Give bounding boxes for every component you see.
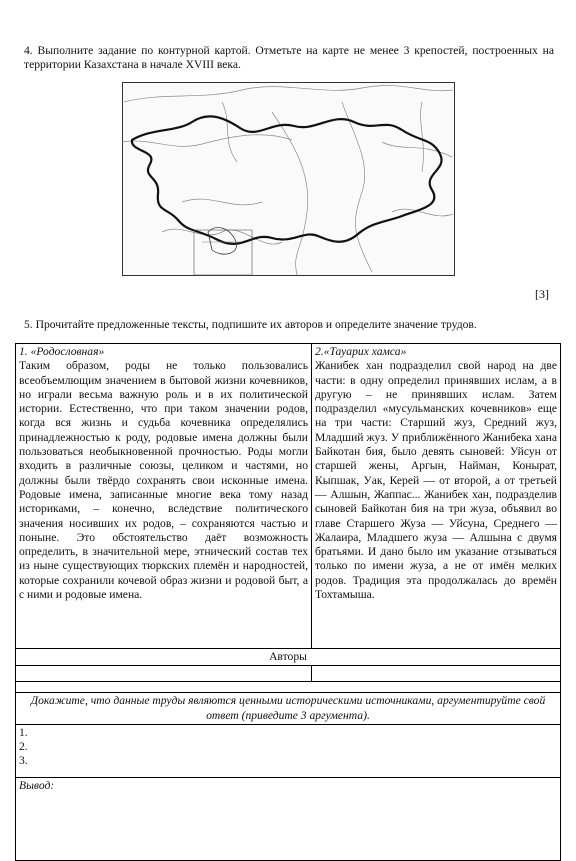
authors-answer-row[interactable]: [16, 666, 561, 682]
authors-row: [16, 649, 561, 666]
text-2-cell: [312, 344, 561, 649]
prove-row: [16, 693, 561, 725]
text-2-title: 2.«Тауарих хамса»: [315, 345, 407, 358]
blank-cell: [16, 682, 561, 693]
argument-3-label: 3.: [19, 754, 28, 768]
blank-row: [16, 682, 561, 693]
texts-row: [16, 344, 561, 649]
prove-prompt: Докажите, что данные труды являются ценными историческими источниками, аргументируйте свой ответ (приведите 3 аргумента).: [16, 693, 561, 725]
text-1-body: Таким образом, роды не только пользовались всеобъемлющим значением в бытовой жизни кочевников, но играли весьма важную роль и в их политической истории. Естественно, что при таком значении родов, когда вся жизнь и судьба кочевника определялись принадлежностью к роду, родовые имена должны были пользоваться необыкновенной прочностью. Роды могли входить в различные союзы, целиком и частями, но должны были твёрдо сохранять свои исконные имена. Родовые имена, записанные многие века тому назад историками, – конечно, вследствие политического значения носивших их родов, – сохраняются частью и поныне. Это обстоятельство даёт возможность определить, в значительной мере, этнический состав тех из ныне существующих тюркских племён и народностей, которые сохранили кочевой образ жизни и родовой быт, а с ними и родовые имена.: [19, 359, 308, 602]
authors-label: Авторы: [16, 649, 561, 666]
conclusion-row[interactable]: [16, 777, 561, 860]
argument-2-label: 2.: [19, 740, 28, 754]
text-1-cell: [16, 344, 312, 649]
task-4-text: 4. Выполните задание по контурной картой. Отметьте на карте не менее 3 крепостей, построенных на территории Казахстана в начале XVIII века.: [24, 44, 554, 71]
conclusion-cell[interactable]: [16, 777, 561, 860]
author-1-answer[interactable]: [16, 666, 312, 682]
author-2-answer[interactable]: [312, 666, 561, 682]
conclusion-label: Вывод:: [19, 778, 55, 792]
arguments-row[interactable]: [16, 724, 561, 777]
text-2-body: Жанибек хан подразделил свой народ на две части: в одну определил принявших ислам, а в другую – не принявших ислам. Затем подразделил «мусульманских кочевников» еще на три части: Старший жуз, Средний жуз, Младший жуз. У приближённого Жанибека хана Байкотан бия, было девять сыновей: Уйсун от старшей жены, Аргын, Найман, Конырат, Кыпшак, Уак, Керей — от второй, а от третьей — Алшын, Жаппас... Жанибек хан, подразделив сыновей Байкотан бия на три жуза, объявил во главе Старшего Жуза — Уйсуна, Среднего — Жалаира, Младшего жуза — Алшына с двумя братьями. И дано было им указание отзываться только по имени жуза, а не от имён мелких родов. Традиция эта продолжалась до времён Тохтамыша.: [315, 359, 557, 602]
kazakhstan-contour-map: [122, 82, 455, 276]
arguments-cell[interactable]: [16, 724, 561, 777]
task-5-text: 5. Прочитайте предложенные тексты, подпишите их авторов и определите значение трудов.: [24, 318, 477, 331]
task-5-table: [15, 343, 561, 861]
argument-1-label: 1.: [19, 725, 28, 739]
text-1-title: 1. «Родословная»: [19, 345, 105, 358]
task-4-score: [3]: [535, 287, 549, 301]
